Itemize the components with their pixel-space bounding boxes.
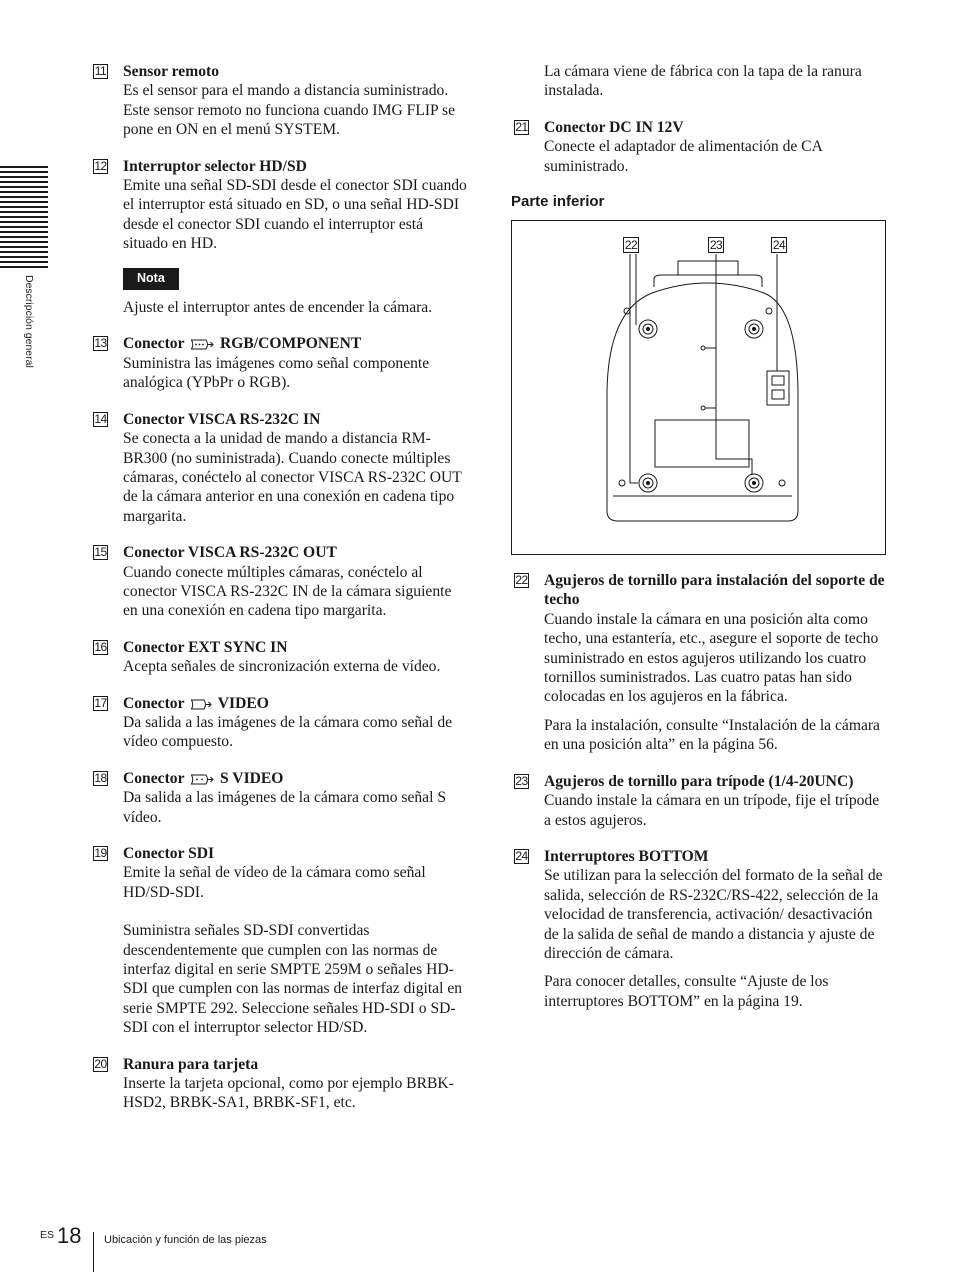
- item-title: [123, 694, 470, 713]
- item-number: 12: [94, 158, 107, 173]
- item-title: Ranura para tarjeta: [123, 1055, 259, 1073]
- item-title: Conector EXT SYNC IN: [123, 638, 288, 656]
- item-text-2: Para la instalación, consulte “Instalación de la cámara en una posición alta” en la página 56.: [544, 716, 880, 754]
- item-number: 19: [94, 846, 107, 860]
- item-20: [90, 1055, 470, 1113]
- bottom-view-figure: [511, 220, 886, 555]
- composite-video-arrow-icon: [190, 698, 212, 711]
- component-video-arrow-icon: [190, 338, 214, 351]
- item-text: Da salida a las imágenes de la cámara como señal S vídeo.: [123, 789, 447, 826]
- item-text-2: Para conocer detalles, consulte “Ajuste de los interruptores BOTTOM” en la página 19.: [544, 973, 829, 1010]
- item-title: Agujeros de tornillo para trípode (1/4-20UNC): [544, 772, 854, 790]
- item-title: Interruptores BOTTOM: [544, 847, 709, 865]
- item-number: 17: [94, 695, 107, 710]
- item-title: Conector DC IN 12V: [544, 118, 684, 136]
- item-number: 15: [94, 545, 107, 560]
- item-12: [90, 157, 470, 254]
- side-tab-bars: [0, 166, 48, 269]
- item-19: [90, 844, 470, 1038]
- nota-label: Nota: [123, 268, 179, 290]
- language-code: ES: [40, 1229, 55, 1241]
- item-title: [123, 769, 470, 788]
- item-text: Cuando conecte múltiples cámaras, conéctelo al conector VISCA RS-232C IN de la cámara siguiente en una conexión en cadena tipo margarita.: [123, 563, 452, 620]
- item-number: 23: [515, 773, 528, 788]
- item-21: [511, 118, 887, 176]
- item-23: [511, 772, 887, 830]
- right-column: [511, 62, 887, 1028]
- item-number: 21: [515, 119, 528, 134]
- camera-bottom-drawing: [512, 221, 885, 554]
- left-column: [90, 62, 470, 1130]
- item-14: [90, 410, 470, 526]
- item-number: 20: [94, 1056, 107, 1071]
- footer-divider: [93, 1232, 94, 1272]
- item-text: Se conecta a la unidad de mando a distancia RM-BR300 (no suministrada). Cuando conecte múltiples cámaras, conéctelo al conector VISCA RS-232C OUT de la cámara anterior en una conexión en cadena tipo margarita.: [123, 430, 462, 525]
- item-title: Agujeros de tornillo para instalación del soporte de techo: [544, 572, 885, 609]
- item-11: [90, 62, 470, 140]
- item-number: 14: [94, 411, 107, 426]
- item-text: Es el sensor para el mando a distancia suministrado. Este sensor remoto no funciona cuando IMG FLIP se pone en ON en el menú SYSTEM.: [123, 82, 456, 139]
- item-title: Conector SDI: [123, 845, 215, 862]
- item-16: [90, 638, 470, 677]
- item-number: 18: [94, 770, 107, 785]
- item-title: [123, 334, 470, 353]
- page-footer: [0, 1222, 954, 1274]
- title-prefix: Conector: [123, 335, 185, 353]
- title-suffix: S VIDEO: [220, 769, 284, 787]
- item-title: Conector VISCA RS-232C IN: [123, 410, 321, 428]
- item-text: Conecte el adaptador de alimentación de CA suministrado.: [544, 138, 822, 175]
- item-number: 22: [515, 573, 528, 588]
- callout-22: 22: [624, 238, 638, 253]
- nota-block: [90, 266, 470, 318]
- item-18: [90, 769, 470, 827]
- section-title: Parte inferior: [511, 193, 605, 211]
- title-suffix: RGB/COMPONENT: [220, 335, 362, 353]
- item-text: Cuando instale la cámara en un trípode, fije el trípode a estos agujeros.: [544, 792, 880, 829]
- item-text: Inserte la tarjeta opcional, como por ejemplo BRBK-HSD2, BRBK-SA1, BRBK-SF1, etc.: [123, 1075, 454, 1112]
- item-text: Cuando instale la cámara en una posición alta como techo, una estantería, etc., asegure el soporte de techo suministrado en estos agujeros utilizando los cuatro tornillos suministrados. Las cuatro patas han sido colocadas en los agujeros en la fábrica.: [544, 610, 879, 706]
- item-title: Sensor remoto: [123, 63, 220, 80]
- slot-cover-note: La cámara viene de fábrica con la tapa de la ranura instalada.: [544, 63, 862, 100]
- footer-section-title: Ubicación y función de las piezas: [104, 1234, 267, 1246]
- item-15: [90, 543, 470, 621]
- item-text: Se utilizan para la selección del formato de la señal de salida, selección de RS-232C/RS-422, selección de la velocidad de transferencia, activación/ desactivación de la salida de señal de mando a distancia y ajuste de dirección de cámara.: [544, 867, 883, 962]
- title-prefix: Conector: [123, 769, 185, 787]
- item-text: Da salida a las imágenes de la cámara como señal de vídeo compuesto.: [123, 713, 453, 751]
- item-title: Conector VISCA RS-232C OUT: [123, 544, 337, 562]
- item-text: Suministra las imágenes como señal componente analógica (YPbPr o RGB).: [123, 354, 430, 392]
- item-text: Acepta señales de sincronización externa de vídeo.: [123, 658, 441, 676]
- nota-text: Ajuste el interruptor antes de encender la cámara.: [123, 299, 433, 317]
- s-video-arrow-icon: [190, 773, 214, 786]
- item-13: [90, 334, 470, 392]
- title-suffix: VIDEO: [217, 694, 269, 712]
- title-prefix: Conector: [123, 694, 185, 712]
- item-title: Interruptor selector HD/SD: [123, 157, 307, 175]
- side-tab: [0, 166, 48, 269]
- item-22: [511, 571, 887, 755]
- page-number: 18: [57, 1223, 82, 1248]
- item-24: [511, 847, 887, 1011]
- side-tab-label: Descripción general: [23, 275, 35, 368]
- item-text-2: Suministra señales SD-SDI convertidas descendentemente que cumplen con las normas de interfaz digital en serie SMPTE 259M o señales HD-SDI que cumplen con las normas de interfaz digital en serie SMPTE 292. Seleccione señales HD-SDI o SD-SDI con el interruptor selector HD/SD.: [123, 922, 463, 1037]
- item-number: 11: [94, 64, 107, 78]
- item-text: Emite la señal de vídeo de la cámara como señal HD/SD-SDI.: [123, 864, 426, 901]
- item-number: 16: [94, 639, 107, 654]
- callout-24: 24: [772, 238, 786, 253]
- callout-23: 23: [709, 238, 723, 253]
- item-number: 13: [94, 336, 107, 351]
- item-17: [90, 694, 470, 752]
- item-text: Emite una señal SD-SDI desde el conector SDI cuando el interruptor está situado en SD, o una señal HD-SDI desde el conector SDI cuando el interruptor está situado en HD.: [123, 177, 467, 253]
- item-number: 24: [515, 848, 528, 863]
